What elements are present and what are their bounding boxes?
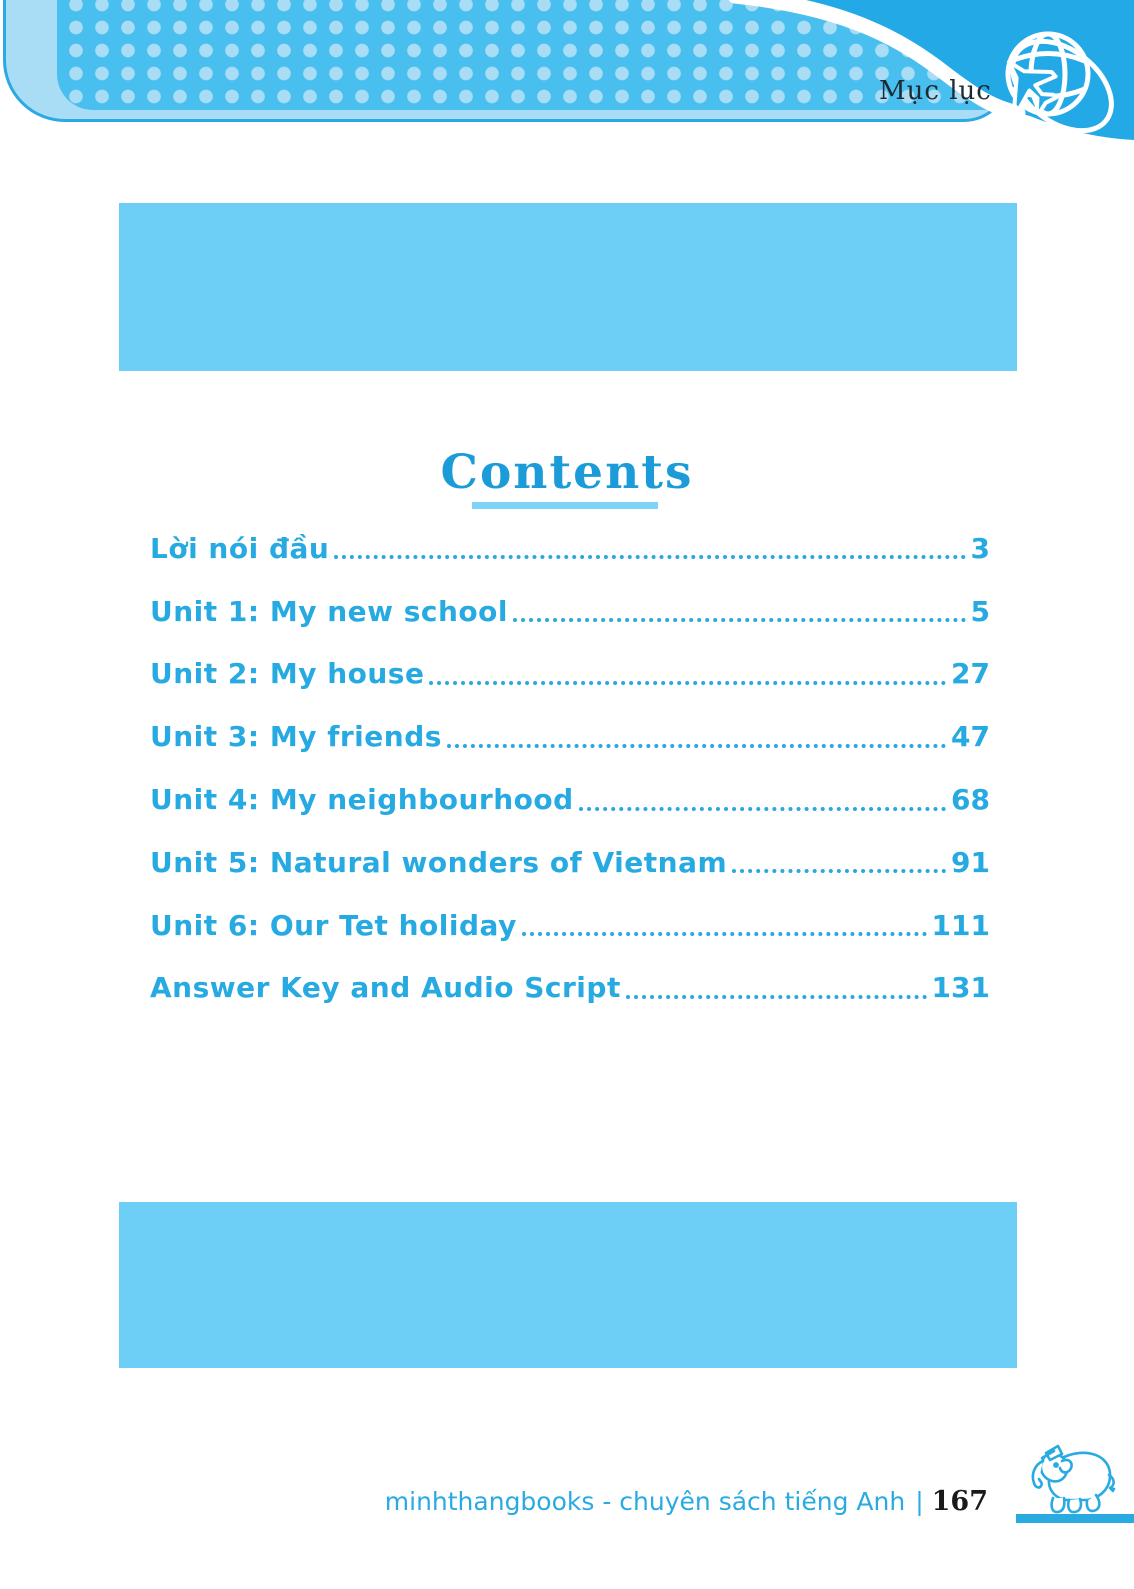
toc-row xyxy=(150,957,990,1020)
toc-row xyxy=(150,768,990,831)
toc-entry-label: Unit 1: My new school xyxy=(150,594,508,628)
dot-leader xyxy=(522,932,927,936)
toc-row xyxy=(150,705,990,768)
footer-brand: minhthangbooks - chuyên sách tiếng Anh xyxy=(384,1487,906,1516)
dot-leader xyxy=(334,555,965,559)
toc-row xyxy=(150,517,990,580)
footer-accent-bar xyxy=(1016,1514,1134,1523)
footer-page-number: 167 xyxy=(931,1486,988,1517)
image-placeholder-top xyxy=(119,203,1017,371)
toc-row xyxy=(150,894,990,957)
toc-row xyxy=(150,643,990,706)
dot-leader xyxy=(732,869,946,873)
header-page-label: Mục lục xyxy=(879,76,992,106)
dot-leader xyxy=(513,618,966,622)
elephant-icon xyxy=(1020,1443,1116,1517)
page-header xyxy=(0,0,1134,178)
toc-entry-page: 68 xyxy=(951,783,990,817)
toc-entry-label: Unit 5: Natural wonders of Vietnam xyxy=(150,845,728,879)
image-placeholder-bottom xyxy=(119,1202,1017,1368)
toc-row xyxy=(150,580,990,643)
toc-entry-label: Answer Key and Audio Script xyxy=(150,971,621,1005)
toc-entry-label: Unit 4: My neighbourhood xyxy=(150,783,574,817)
table-of-contents xyxy=(150,517,990,1019)
footer xyxy=(385,1486,988,1517)
toc-entry-label: Lời nói đầu xyxy=(150,531,330,565)
toc-entry-page: 5 xyxy=(970,594,990,628)
toc-entry-page: 3 xyxy=(970,531,990,565)
toc-entry-label: Unit 3: My friends xyxy=(150,720,442,754)
toc-entry-page: 111 xyxy=(931,908,990,942)
toc-entry-page: 131 xyxy=(931,971,990,1005)
dot-leader xyxy=(579,807,946,811)
page-title: Contents xyxy=(440,445,694,500)
dot-leader xyxy=(447,744,946,748)
toc-entry-label: Unit 6: Our Tet holiday xyxy=(150,908,517,942)
title-underline xyxy=(472,502,658,509)
toc-row xyxy=(150,831,990,894)
contents-title-wrap xyxy=(0,445,1134,500)
toc-entry-page: 27 xyxy=(951,657,990,691)
dot-leader xyxy=(429,681,946,685)
toc-entry-label: Unit 2: My house xyxy=(150,657,425,691)
toc-entry-page: 47 xyxy=(951,720,990,754)
toc-entry-page: 91 xyxy=(951,845,990,879)
dot-leader xyxy=(626,995,927,999)
footer-separator: | xyxy=(915,1487,924,1516)
